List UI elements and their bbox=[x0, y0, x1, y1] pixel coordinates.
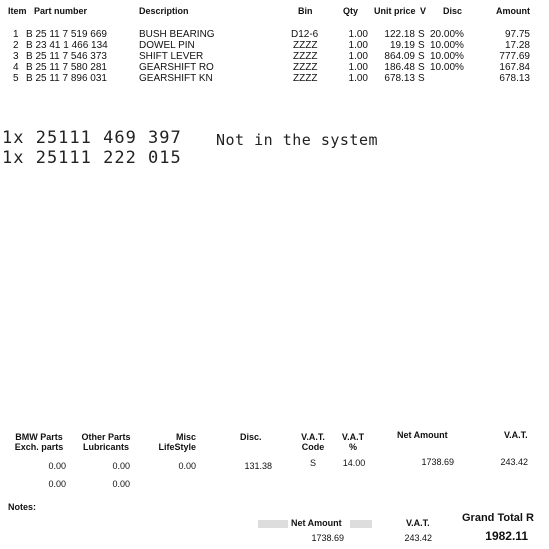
col-header-bin: Bin bbox=[298, 6, 313, 16]
line-item-part-number: B 25 11 7 546 373 bbox=[26, 51, 107, 62]
summary-header-vat: V.A.T. bbox=[504, 430, 528, 440]
line-item-bin: ZZZZ bbox=[293, 40, 318, 51]
handwritten-part-line-1: 1x 25111 469 397 bbox=[2, 128, 182, 148]
totals-vat-value: 243.42 bbox=[404, 533, 432, 543]
line-item-amount: 97.75 bbox=[504, 29, 530, 40]
line-item-bin: ZZZZ bbox=[293, 62, 318, 73]
line-item-amount: 678.13 bbox=[499, 73, 530, 84]
summary-header-disc: Disc. bbox=[240, 432, 262, 442]
line-item-description: GEARSHIFT RO bbox=[139, 62, 214, 73]
summary-bmw-parts-value: 0.00 bbox=[48, 461, 66, 471]
summary-net-amount-value: 1738.69 bbox=[421, 457, 454, 467]
summary-vat-pct-value: 14.00 bbox=[342, 458, 366, 468]
col-header-v: V bbox=[420, 6, 427, 16]
line-item-unit-price: 19.19 bbox=[389, 40, 415, 51]
line-item-number: 5 bbox=[13, 73, 19, 84]
summary-header-misc: Misc LifeStyle bbox=[158, 432, 196, 452]
line-item-description: GEARSHIFT KN bbox=[139, 73, 213, 84]
totals-net-value: 1738.69 bbox=[311, 533, 344, 543]
line-item-number: 3 bbox=[13, 51, 19, 62]
summary-header-net-amount: Net Amount bbox=[397, 430, 448, 440]
totals-vat-label: V.A.T. bbox=[406, 518, 430, 528]
line-item-unit-price: 186.48 bbox=[384, 62, 415, 73]
col-header-part-number: Part number bbox=[34, 6, 88, 16]
handwritten-part-line-2: 1x 25111 222 015 bbox=[2, 148, 182, 168]
line-item-qty: 1.00 bbox=[348, 73, 368, 84]
line-item-bin: D12-6 bbox=[291, 29, 319, 40]
summary-misc-value: 0.00 bbox=[178, 461, 196, 471]
grand-total-label: Grand Total R bbox=[462, 512, 534, 524]
line-item-bin: ZZZZ bbox=[293, 51, 318, 62]
line-item-unit-price: 678.13 bbox=[384, 73, 415, 84]
line-item-part-number: B 25 11 7 519 669 bbox=[26, 29, 107, 40]
summary-header-vat-pct: V.A.T % bbox=[341, 432, 365, 452]
summary-bmw-parts-value-2: 0.00 bbox=[48, 479, 66, 489]
line-item-discount: 10.00% bbox=[430, 51, 464, 62]
line-item-qty: 1.00 bbox=[348, 40, 368, 51]
line-item-number: 1 bbox=[13, 29, 19, 40]
notes-label: Notes: bbox=[8, 502, 37, 512]
line-item-bin: ZZZZ bbox=[293, 73, 318, 84]
line-item-qty: 1.00 bbox=[348, 62, 368, 73]
summary-disc-value: 131.38 bbox=[244, 461, 272, 471]
scan-noise bbox=[350, 520, 372, 528]
col-header-unit-price: Unit price bbox=[374, 6, 416, 16]
line-item-amount: 17.28 bbox=[504, 40, 530, 51]
line-item-unit-price: 122.18 bbox=[384, 29, 415, 40]
col-header-qty: Qty bbox=[343, 6, 359, 16]
line-item-discount: 10.00% bbox=[430, 62, 464, 73]
line-item-vat-code: S bbox=[418, 62, 425, 73]
line-item-vat-code: S bbox=[418, 51, 425, 62]
line-item-vat-code: S bbox=[418, 40, 425, 51]
summary-vat-value: 243.42 bbox=[500, 457, 528, 467]
col-header-description: Description bbox=[139, 6, 189, 16]
line-item-part-number: B 25 11 7 896 031 bbox=[26, 73, 107, 84]
handwritten-note: Not in the system bbox=[216, 131, 379, 149]
scan-noise bbox=[258, 520, 288, 528]
line-item-part-number: B 23 41 1 466 134 bbox=[26, 40, 108, 51]
summary-other-parts-value-2: 0.00 bbox=[112, 479, 130, 489]
line-item-unit-price: 864.09 bbox=[384, 51, 415, 62]
line-item-description: DOWEL PIN bbox=[139, 40, 195, 51]
line-item-part-number: B 25 11 7 580 281 bbox=[26, 62, 107, 73]
totals-net-label: Net Amount bbox=[291, 518, 342, 528]
line-item-qty: 1.00 bbox=[348, 51, 368, 62]
summary-header-other-parts: Other Parts Lubricants bbox=[81, 432, 131, 452]
line-item-qty: 1.00 bbox=[348, 29, 368, 40]
col-header-disc: Disc bbox=[443, 6, 463, 16]
summary-other-parts-value: 0.00 bbox=[112, 461, 130, 471]
line-item-vat-code: S bbox=[418, 29, 425, 40]
summary-header-vat-code: V.A.T. Code bbox=[301, 432, 325, 452]
col-header-amount: Amount bbox=[496, 6, 530, 16]
line-item-number: 4 bbox=[13, 62, 19, 73]
line-item-number: 2 bbox=[13, 40, 19, 51]
line-item-discount: 20.00% bbox=[430, 29, 464, 40]
line-item-description: BUSH BEARING bbox=[139, 29, 215, 40]
grand-total-value: 1982.11 bbox=[485, 529, 528, 543]
col-header-item: Item bbox=[8, 6, 27, 16]
line-item-amount: 777.69 bbox=[499, 51, 530, 62]
summary-vat-code-value: S bbox=[309, 458, 316, 468]
summary-header-bmw-parts: BMW Parts Exch. parts bbox=[14, 432, 64, 452]
line-item-discount: 10.00% bbox=[430, 40, 464, 51]
line-item-vat-code: S bbox=[418, 73, 425, 84]
line-item-amount: 167.84 bbox=[499, 62, 530, 73]
line-item-description: SHIFT LEVER bbox=[139, 51, 204, 62]
